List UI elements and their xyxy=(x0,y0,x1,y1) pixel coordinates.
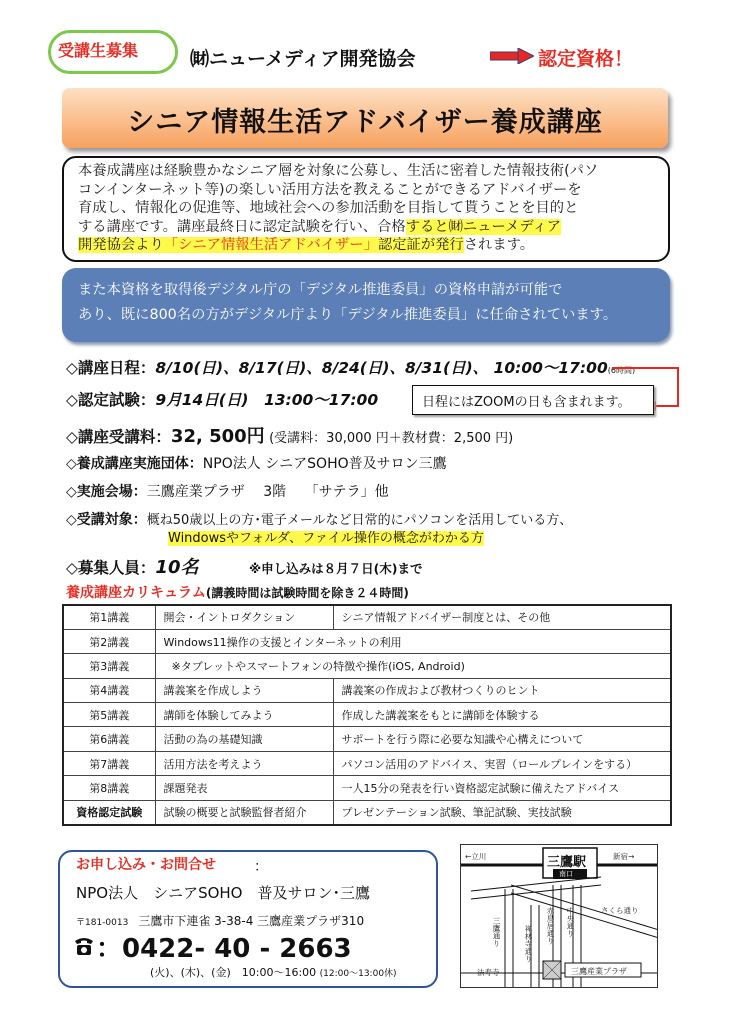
map-akagaku-street: 赤鳥居通り xyxy=(546,907,555,945)
arrow-right-icon xyxy=(490,48,534,64)
table-row xyxy=(63,776,671,800)
lecture-number: 第3講義 xyxy=(63,654,155,678)
table-row xyxy=(63,800,671,824)
lecture-description: プレゼンテーション試験、筆記試験、実技試験 xyxy=(333,800,671,824)
intro-line xyxy=(78,236,658,255)
digital-line: あり、既に800名の方がデジタル庁より「デジタル推進委員」に任命されています。 xyxy=(78,307,618,323)
schedule-label: ◇講座日程： xyxy=(66,359,156,377)
target-row-2 xyxy=(168,527,484,546)
target-label: ◇受講対象： xyxy=(66,512,147,528)
fee-label: ◇講座受講料： xyxy=(66,428,171,446)
lecture-number: 第5講義 xyxy=(63,703,155,727)
contact-days: (火)、(木)、(金) 10:00～16:00 xyxy=(150,966,317,979)
intro-line xyxy=(78,218,658,237)
lecture-description: 講義案の作成および教材つくりのヒント xyxy=(333,678,671,702)
contact-heading: お申し込み・お問合せ xyxy=(76,857,216,873)
zoom-note: 日程にはZOOMの日も含まれます。 xyxy=(422,395,631,410)
venue-row xyxy=(66,481,389,501)
map-zenrinji-street: 禅林寺通り xyxy=(524,925,533,963)
digital-promotion-text xyxy=(78,278,658,328)
organizer-name: ㈶ニューメディア開発協会 xyxy=(190,48,416,70)
contact-organization: NPO法人 シニアSOHO 普及サロン･三鷹 xyxy=(76,884,370,902)
postal-code: 〒181-0013 xyxy=(76,918,129,928)
target-value: 概ね50歳以上の方･電子メールなど日常的にパソコンを活用している方、 xyxy=(146,513,573,528)
page-title: シニア情報生活アドバイザー養成講座 xyxy=(127,107,603,138)
table-row xyxy=(63,751,671,775)
exam-label: ◇認定試験： xyxy=(66,391,156,409)
intro-line: コンインターネット等)の楽しい活用方法を教えることができるアドバイザーを xyxy=(78,181,582,198)
access-map xyxy=(460,844,658,988)
intro-line: 本養成講座は経験豊かなシニア層を対象に公募し、生活に密着した情報技術(パソ xyxy=(78,163,599,179)
contact-phone: ：0422- 40 - 2663 xyxy=(96,934,352,964)
capacity-value: 10名 xyxy=(155,557,199,578)
curriculum-title: 養成講座カリキュラム xyxy=(66,585,206,601)
organization-row xyxy=(66,453,447,473)
lecture-title: ※タブレットやスマートフォンの特徴や操作(iOS, Android) xyxy=(155,654,671,678)
map-station: 三鷹駅 xyxy=(547,855,587,870)
curriculum-note: (講義時間は試験時間を除き２４時間) xyxy=(205,586,409,600)
contact-address-line xyxy=(76,912,364,929)
schedule-value: 8/10(日)、8/17(日)、8/24(日)、8/31(日)、 10:00～17:00 xyxy=(155,359,608,377)
schedule-row xyxy=(66,356,635,378)
organization-label: ◇養成講座実施団体： xyxy=(66,456,203,472)
lecture-title: 講義案を作成しよう xyxy=(155,678,333,702)
intro-highlight: すると㈶ニューメディア xyxy=(405,218,562,235)
map-to-tachikawa: ←立川 xyxy=(465,852,487,861)
lecture-number: 資格認定試験 xyxy=(63,800,155,824)
table-row xyxy=(63,654,671,678)
lecture-number: 第7講義 xyxy=(63,751,155,775)
lecture-title: 試験の概要と試験監督者紹介 xyxy=(155,800,333,824)
venue-value: 三鷹産業プラザ 3階 「サテラ」他 xyxy=(146,484,389,500)
lecture-description: 一人15分の発表を行い資格認定試験に備えたアドバイス xyxy=(333,776,671,800)
map-sakura-street: さくら通り xyxy=(601,906,639,915)
application-deadline: ※申し込みは８月７日(木)まで xyxy=(248,561,423,576)
contact-address: 三鷹市下連雀 3-38-4 三鷹産業プラザ310 xyxy=(138,914,365,928)
map-exit: 南口 xyxy=(559,870,573,878)
lecture-number: 第8講義 xyxy=(63,776,155,800)
map-mitaka-street: 三鷹通り xyxy=(492,917,501,947)
intro-highlight: 開発協会より xyxy=(78,237,164,254)
lecture-number: 第4講義 xyxy=(63,678,155,702)
intro-highlight: 認定証が発行 xyxy=(377,237,464,254)
lecture-number: 第2講義 xyxy=(63,629,155,653)
schedule-note: (6時間) xyxy=(607,366,636,375)
table-row xyxy=(63,727,671,751)
lecture-description: シニア情報アドバイザー制度とは、その他 xyxy=(333,605,671,629)
lecture-title: 課題発表 xyxy=(155,776,333,800)
lecture-title: 開会・イントロダクション xyxy=(155,605,333,629)
table-row xyxy=(63,678,671,702)
fee-detail: (受講料：30,000 円＋教材費：2,500 円) xyxy=(269,431,514,446)
lecture-title: 活用方法を考えよう xyxy=(155,751,333,775)
map-plaza-label: 三鷹産業プラザ xyxy=(571,967,627,976)
fee-row xyxy=(66,422,513,448)
intro-segment: されます。 xyxy=(463,237,535,254)
intro-highlight-red: 「シニア情報生活アドバイザー」 xyxy=(163,237,378,254)
exam-value: 9月14日(日) 13:00～17:00 xyxy=(155,391,379,409)
curriculum-table xyxy=(62,604,672,826)
phone-icon xyxy=(72,934,96,958)
lecture-number: 第1講義 xyxy=(63,605,155,629)
table-row xyxy=(63,703,671,727)
digital-line: また本資格を取得後デジタル庁の「デジタル推進委員」の資格申請が可能で xyxy=(78,282,563,298)
contact-lunch-break: (12:00～13:00休) xyxy=(319,969,397,979)
table-row xyxy=(63,629,671,653)
lecture-title: 講師を体験してみよう xyxy=(155,703,333,727)
fee-value: 32, 500円 xyxy=(170,426,265,447)
capacity-row xyxy=(66,553,423,579)
recruit-badge-text: 受講生募集 xyxy=(58,41,139,60)
target-value-highlight: Windowsやフォルダ、ファイル操作の概念がわかる方 xyxy=(168,531,484,546)
contact-colon: ： xyxy=(254,859,268,875)
map-to-shinjuku: 新宿→ xyxy=(613,852,635,861)
map-hozoji: 法寿寺 xyxy=(477,968,500,977)
map-chuo-street: 中央通り xyxy=(566,907,575,937)
intro-line: 育成し、情報化の促進等、地域社会への参加活動を目指して貰うことを目的と xyxy=(78,200,579,217)
contact-hours xyxy=(150,964,397,980)
capacity-label: ◇募集人員： xyxy=(66,559,156,577)
intro-segment: する講座です。講座最終日に認定試験を行い、合格 xyxy=(78,218,406,235)
table-row xyxy=(63,605,671,629)
lecture-description: サポートを行う際に必要な知識や心構えについて xyxy=(333,727,671,751)
lecture-description: 作成した講義案をもとに講師を体験する xyxy=(333,703,671,727)
lecture-title: 活動の為の基礎知識 xyxy=(155,727,333,751)
target-row xyxy=(66,509,572,529)
organization-value: NPO法人 シニアSOHO普及サロン三鷹 xyxy=(202,456,447,472)
lecture-number: 第6講義 xyxy=(63,727,155,751)
venue-label: ◇実施会場： xyxy=(66,484,147,500)
certification-label: 認定資格！ xyxy=(538,48,634,70)
curriculum-heading xyxy=(66,582,409,602)
lecture-title: Windows11操作の支援とインターネットの利用 xyxy=(155,629,671,653)
lecture-description: パソコン活用のアドバイス、実習（ロールプレインをする） xyxy=(333,751,671,775)
intro-text xyxy=(78,162,658,255)
exam-row xyxy=(66,388,378,410)
